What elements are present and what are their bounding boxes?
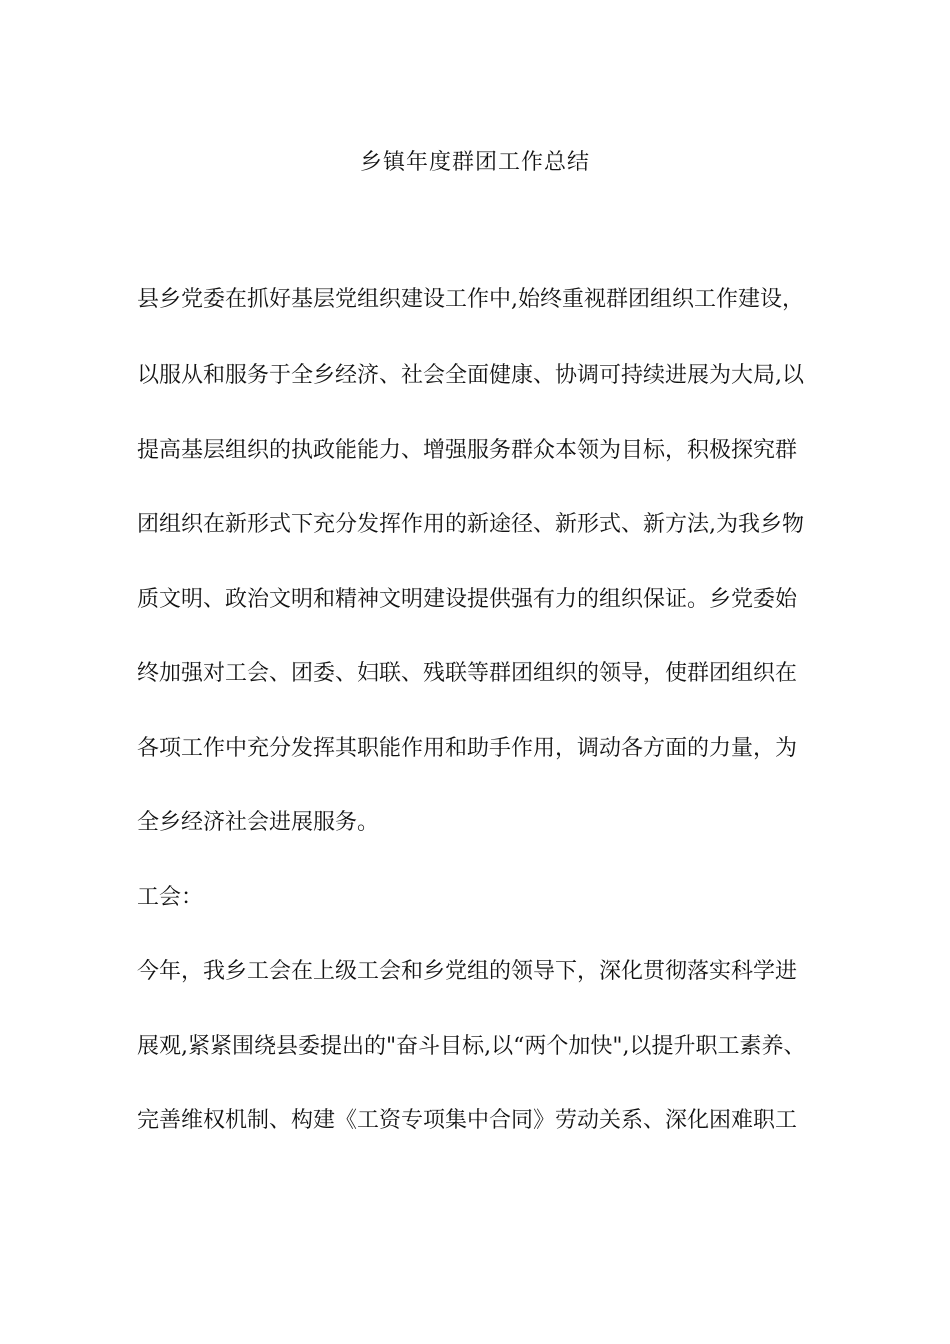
body-line: 提高基层组织的执政能能力、增强服务群众本领为目标，积极探究群 [137, 438, 798, 463]
body-line: 县乡党委在抓好基层党组织建设工作中,始终重视群团组织工作建设， [137, 287, 804, 312]
section-heading: 工会： [137, 885, 204, 910]
body-line: 团组织在新形式下充分发挥作用的新途径、新形式、新方法,为我乡物 [137, 512, 804, 537]
body-line: 完善维权机制、构建《工资专项集中合同》劳动关系、深化困难职工 [137, 1108, 798, 1133]
body-line: 终加强对工会、团委、妇联、残联等群团组织的领导，使群团组织在 [137, 661, 798, 686]
body-line: 以服从和服务于全乡经济、社会全面健康、协调可持续进展为大局,以 [137, 363, 804, 388]
body-line: 各项工作中充分发挥其职能作用和助手作用，调动各方面的力量，为 [137, 736, 798, 761]
body-line: 今年，我乡工会在上级工会和乡党组的领导下，深化贯彻落实科学进 [137, 959, 798, 984]
document-title: 乡镇年度群团工作总结 [359, 150, 590, 175]
body-line: 全乡经济社会进展服务。 [137, 810, 380, 835]
body-line: 展观,紧紧围绕县委提出的"奋斗目标,以“两个加快",以提升职工素养、 [137, 1034, 806, 1059]
body-line: 质文明、政治文明和精神文明建设提供强有力的组织保证。乡党委始 [137, 587, 798, 612]
